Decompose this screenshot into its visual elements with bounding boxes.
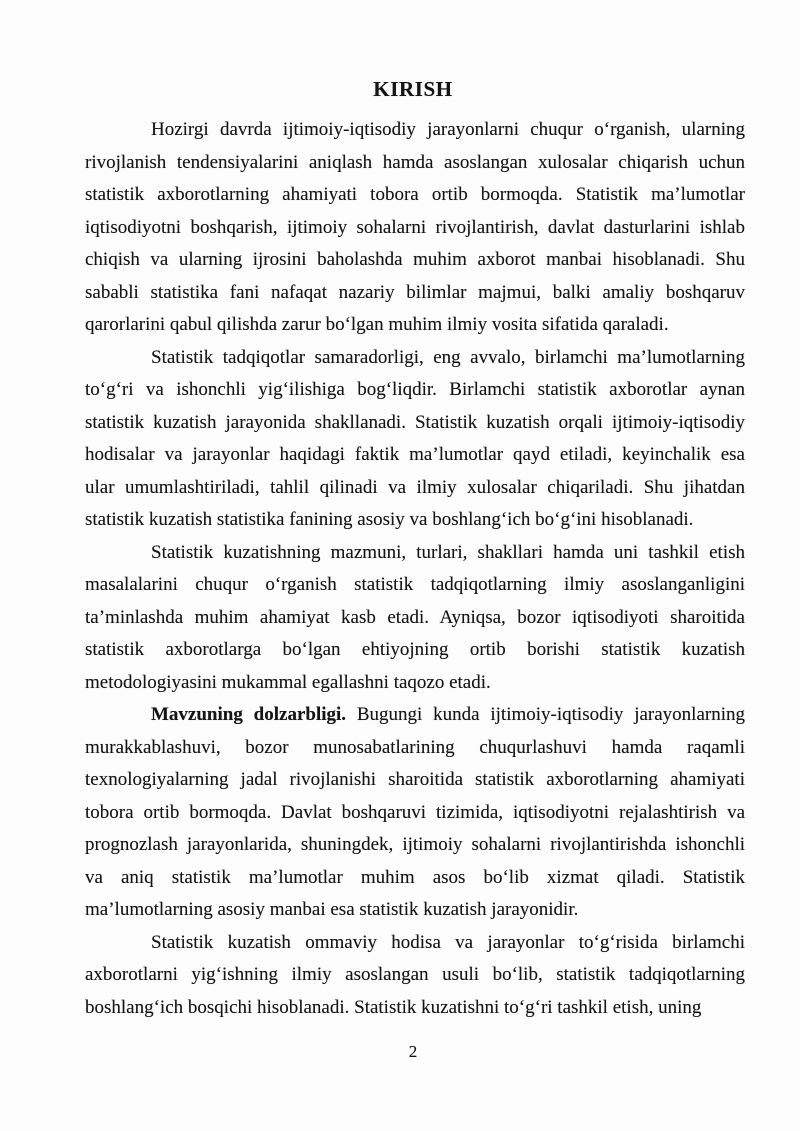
text-line: Mavzuning dolzarbligi. Bugungi kunda ijtimoiy-iqtisodiy jarayonlarning: [151, 704, 745, 725]
text-line: statistik kuzatish statistika fanining asosiy va boshlang‘ich bo‘g‘ini hisoblanadi.: [85, 509, 694, 530]
page-title: KIRISH: [373, 77, 453, 101]
paragraph: [85, 699, 745, 927]
text-line: sababli statistika fani nafaqat nazariy bilimlar majmui, balki amaliy boshqaruv: [85, 281, 745, 303]
text-line: prognozlash jarayonlarida, shuningdek, ijtimoiy sohalarni rivojlantirishda ishonchli: [85, 834, 745, 855]
text-line: qarorlarini qabul qilishda zarur bo‘lgan muhim ilmiy vosita sifatida qaraladi.: [85, 314, 669, 335]
text-line: statistik kuzatish jarayonida shakllanadi. Statistik kuzatish orqali ijtimoiy-iqtisodiy: [85, 411, 745, 433]
text-line: boshlang‘ich bosqichi hisoblanadi. Statistik kuzatishni to‘g‘ri tashkil etish, uning: [85, 996, 702, 1018]
text-line: texnologiyalarning jadal rivojlanishi sharoitida statistik axborotlarning ahamiyati: [85, 769, 745, 790]
paragraph: [85, 927, 745, 1025]
text-line: Statistik kuzatish ommaviy hodisa va jarayonlar to‘g‘risida birlamchi: [151, 931, 745, 953]
text-line: statistik axborotlarning ahamiyati tobora ortib bormoqda. Statistik ma’lumotlar: [85, 184, 745, 205]
text-line: axborotlarni yig‘ishning ilmiy asoslangan usuli bo‘lib, statistik tadqiqotlarning: [85, 964, 745, 985]
text-line: tobora ortib bormoqda. Davlat boshqaruvi tizimida, iqtisodiyotni rejalashtirish va: [85, 801, 745, 823]
text-line: statistik axborotlarga bo‘lgan ehtiyojning ortib borishi statistik kuzatish: [85, 639, 745, 660]
text-line: masalalarini chuqur o‘rganish statistik tadqiqotlarning ilmiy asoslanganligini: [85, 574, 745, 595]
paragraph: [85, 342, 745, 537]
text-line: ular umumlashtiriladi, tahlil qilinadi va ilmiy xulosalar chiqariladi. Shu jihatdan: [85, 476, 745, 498]
paragraph: [85, 537, 745, 700]
text-line: ma’lumotlarning asosiy manbai esa statistik kuzatish jarayonidir.: [85, 899, 579, 920]
bold-lead: Mavzuning dolzarbligi.: [151, 704, 347, 725]
text-line: va aniq statistik ma’lumotlar muhim asos bo‘lib xizmat qiladi. Statistik: [85, 866, 745, 888]
text-line: hodisalar va jarayonlar haqidagi faktik ma’lumotlar qayd etiladi, keyinchalik esa: [85, 444, 745, 465]
text-line: ta’minlashda muhim ahamiyat kasb etadi. Ayniqsa, bozor iqtisodiyoti sharoitida: [85, 606, 745, 628]
text-line: Statistik kuzatishning mazmuni, turlari, shakllari hamda uni tashkil etish: [151, 541, 745, 563]
text-line: murakkablashuvi, bozor munosabatlarining chuqurlashuvi hamda raqamli: [85, 736, 745, 758]
text-line: Hozirgi davrda ijtimoiy-iqtisodiy jarayonlarni chuqur o‘rganish, ularning: [151, 119, 745, 140]
text-line: rivojlanish tendensiyalarini aniqlash hamda asoslangan xulosalar chiqarish uchun: [85, 151, 745, 173]
text-line: chiqish va ularning ijrosini baholashda muhim axborot manbai hisoblanadi. Shu: [85, 249, 745, 270]
text-line: to‘g‘ri va ishonchli yig‘ilishiga bog‘liqdir. Birlamchi statistik axborotlar aynan: [85, 379, 745, 400]
document-body: [85, 114, 745, 1024]
text-line: metodologiyasini mukammal egallashni taqozo etadi.: [85, 671, 491, 693]
paragraph: [85, 114, 745, 342]
page-number: 2: [408, 1042, 418, 1061]
text-line: iqtisodiyotni boshqarish, ijtimoiy sohalarni rivojlantirish, davlat dasturlarini ishlab: [85, 216, 745, 238]
text-line: Statistik tadqiqotlar samaradorligi, eng avvalo, birlamchi ma’lumotlarning: [151, 346, 745, 368]
